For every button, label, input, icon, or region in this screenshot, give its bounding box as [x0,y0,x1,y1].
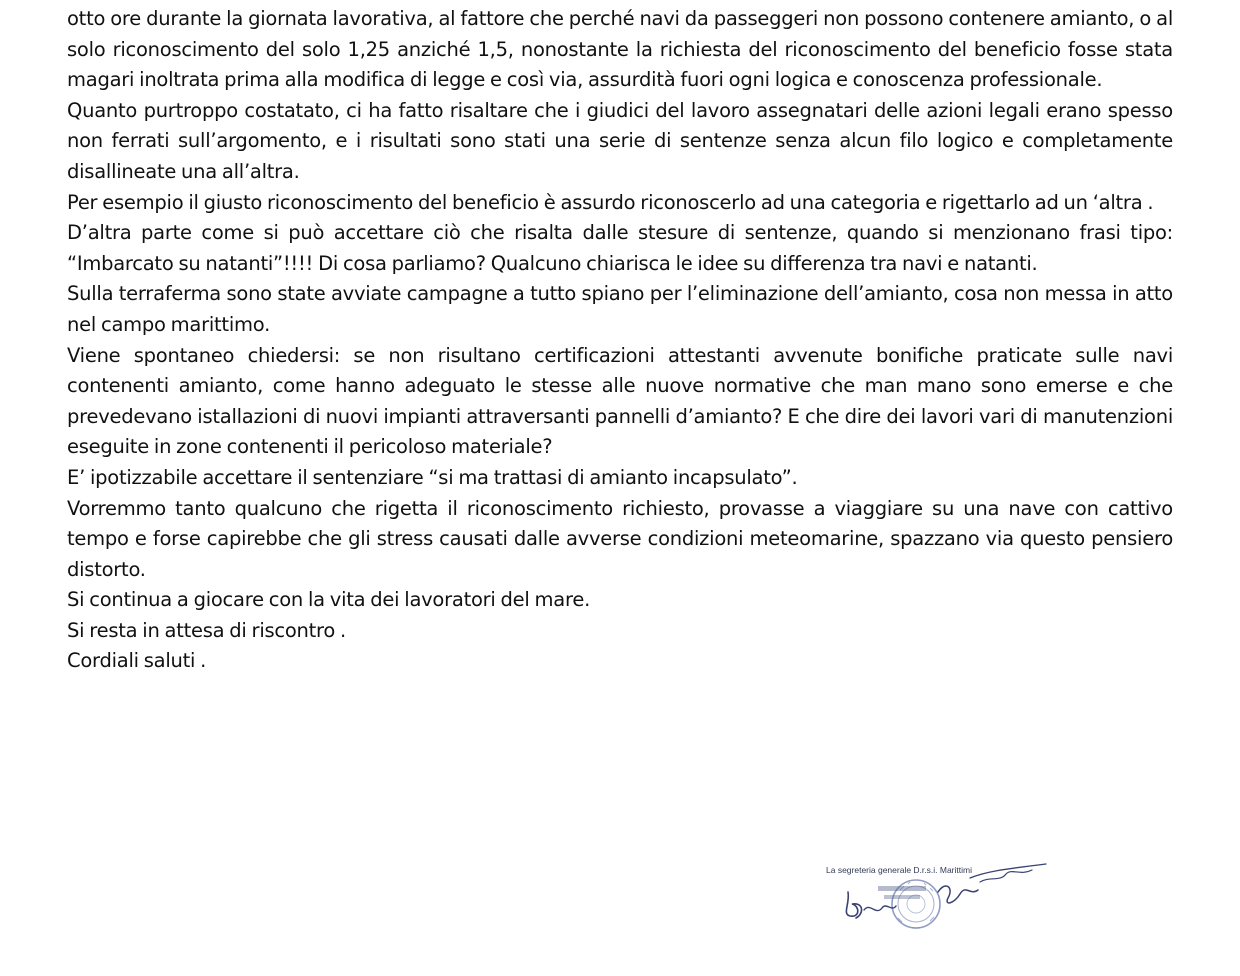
paragraph-lives: Si continua a giocare con la vita dei lavoratori del mare. [67,588,591,612]
paragraph-example: Per esempio il giusto riconoscimento del beneficio è assurdo riconoscerlo ad una categoria e rigettarlo ad un ‘altra . [67,190,1154,214]
signature-stamp-image [820,852,1060,932]
paragraph-awaiting-reply: Si resta in attesa di riscontro . [67,618,346,642]
paragraph-closing: Cordiali saluti . [67,649,207,673]
paragraph-incapsulato: E’ ipotizzabile accettare il sentenziare “si ma trattasi di amianto incapsulato”. [67,465,798,489]
paragraph-continuation: otto ore durante la giornata lavorativa, al fattore che perché navi da passeggeri non possono contenere amianto, o al solo riconoscimento del solo 1,25 anziché 1,5, nonostante la richiesta del riconoscimento del beneficio fosse stata magari inoltrata prima alla modifica di legge e così via, assurdità fuori ogni logica e conoscenza professionale. [67,7,1173,92]
paragraph-bad-weather: Vorremmo tanto qualcuno che rigetta il riconoscimento richiesto, provasse a viaggiare su una nave con cattivo tempo e forse capirebbe che gli stress causati dalle avverse condizioni meteomarine, spazzano via questo pensiero distorto. [67,496,1173,581]
paragraph-terraferma: Sulla terraferma sono state avviate campagne a tutto spiano per l’eliminazione dell’amianto, cosa non messa in atto nel campo marittimo. [67,282,1173,336]
signature-block [820,852,1060,932]
signature-caption: La segreteria generale D.r.s.i. Marittimi [826,865,972,875]
paragraph-certifications: Viene spontaneo chiedersi: se non risultano certificazioni attestanti avvenute bonifiche praticate sulle navi contenenti amianto, come hanno adeguato le stesse alle nuove normative che man mano sono emerse e che prevedevano istallazioni di nuovi impianti attraversanti pannelli d’amianto? E che dire dei lavori vari di manutenzioni eseguite in zone contenenti il pericoloso materiale? [67,343,1173,459]
paragraph-judges: Quanto purtroppo costatato, ci ha fatto risaltare che i giudici del lavoro assegnatari delle azioni legali erano spesso non ferrati sull’argomento, e i risultati sono stati una serie di sentenze senza alcun filo logico e completamente disallineate una all’altra. [67,98,1173,183]
letter-body [67,4,1173,677]
paragraph-natanti: D’altra parte come si può accettare ciò che risalta dalle stesure di sentenze, quando si menzionano frasi tipo: “Imbarcato su natanti”!!!! Di cosa parliamo? Qualcuno chiarisca le idee su differenza tra navi e natanti. [67,221,1173,275]
